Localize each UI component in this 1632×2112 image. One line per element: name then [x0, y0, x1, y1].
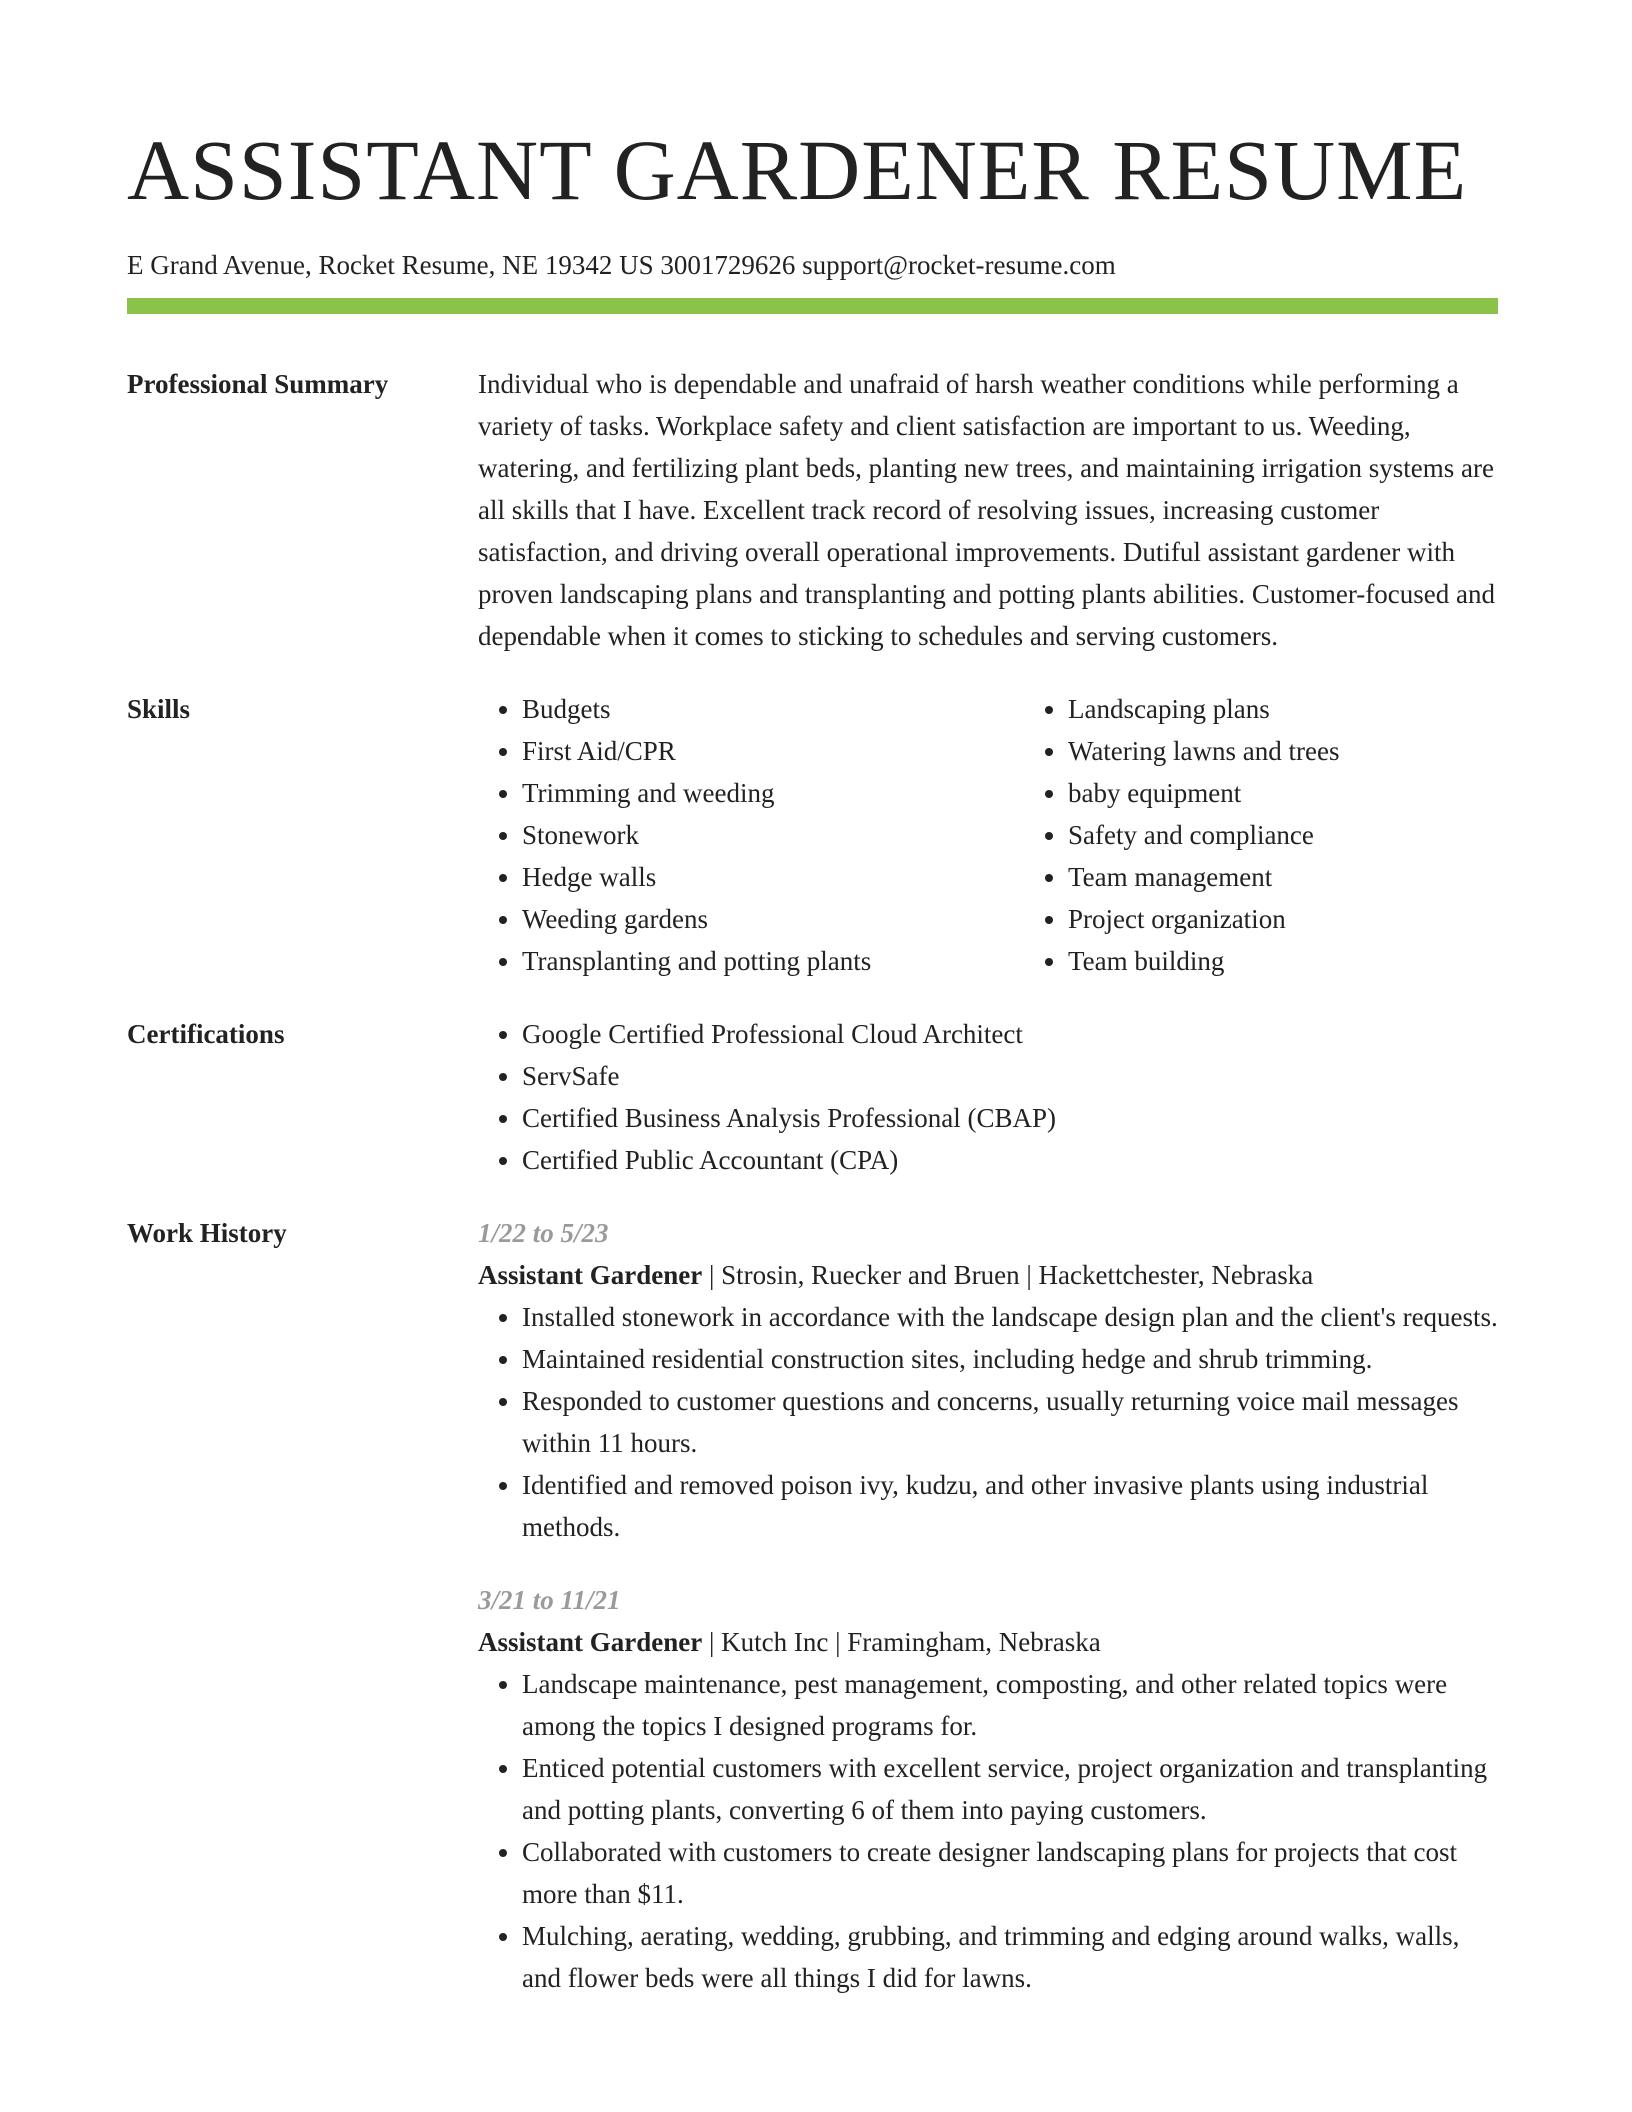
skill-item: • Stonework — [522, 814, 1024, 856]
skill-item: • baby equipment — [1068, 772, 1339, 814]
job-bullet: • Enticed potential customers with excellent service, project organization and transplanting and potting plants, converting 6 of them into paying customers. — [522, 1747, 1498, 1831]
resume-page — [127, 0, 1498, 1999]
job-bullet: • Mulching, aerating, wedding, grubbing, and trimming and edging around walks, walls, and flower beds were all things I did for lawns. — [522, 1915, 1498, 1999]
certification-item: • ServSafe — [522, 1055, 1498, 1097]
skill-item: • Landscaping plans — [1068, 688, 1339, 730]
job-title: Assistant Gardener — [478, 1260, 703, 1290]
skill-item: • Watering lawns and trees — [1068, 730, 1339, 772]
work-history-section — [127, 1212, 1498, 1999]
section-heading: Certifications — [127, 1019, 285, 1049]
skill-item: • Weeding gardens — [522, 898, 1024, 940]
skill-item: • Team management — [1068, 856, 1339, 898]
job-entry — [478, 1212, 1498, 1548]
skills-section — [127, 688, 1498, 982]
skill-item: • Team building — [1068, 940, 1339, 982]
job-bullets — [478, 1663, 1498, 1999]
contact-line — [127, 248, 1498, 282]
skill-item: • Budgets — [522, 688, 1024, 730]
certification-item: • Google Certified Professional Cloud Architect — [522, 1013, 1498, 1055]
certification-item: • Certified Business Analysis Professional (CBAP) — [522, 1097, 1498, 1139]
skill-item: • Transplanting and potting plants — [522, 940, 1024, 982]
job-heading — [478, 1621, 1498, 1663]
certifications-list — [478, 1013, 1498, 1181]
certifications-section — [127, 1013, 1498, 1181]
job-bullet: • Maintained residential construction sites, including hedge and shrub trimming. — [522, 1338, 1498, 1380]
certifications-list-wrapper — [478, 1013, 1498, 1181]
job-details: | Strosin, Ruecker and Bruen | Hackettchester, Nebraska — [702, 1260, 1314, 1290]
job-entry — [478, 1579, 1498, 1999]
contact-email[interactable]: support@rocket-resume.com — [802, 250, 1116, 280]
section-heading: Work History — [127, 1218, 287, 1248]
work-history-list — [478, 1212, 1498, 1999]
resume-title: ASSISTANT GARDENER RESUME — [127, 122, 1468, 218]
summary-text: Individual who is dependable and unafraid of harsh weather conditions while performing a variety of tasks. Workplace safety and client satisfaction are important to us. Weeding, watering, and fertilizing plant beds, planting new trees, and maintaining irrigation systems are all skills that I have. Excellent track record of resolving issues, increasing customer satisfaction, and driving overall operational improvements. Dutiful assistant gardener with proven landscaping plans and transplanting and potting plants abilities. Customer-focused and dependable when it comes to sticking to schedules and serving customers. — [478, 369, 1495, 651]
skills-column-left — [478, 688, 1024, 982]
skill-item: • Trimming and weeding — [522, 772, 1024, 814]
job-title: Assistant Gardener — [478, 1627, 703, 1657]
job-bullet: • Identified and removed poison ivy, kudzu, and other invasive plants using industrial methods. — [522, 1464, 1498, 1548]
professional-summary-section — [127, 363, 1498, 657]
skill-item: • Safety and compliance — [1068, 814, 1339, 856]
header-divider — [127, 298, 1498, 314]
section-heading: Professional Summary — [127, 369, 389, 399]
job-bullet: • Landscape maintenance, pest management, composting, and other related topics were among the topics I designed programs for. — [522, 1663, 1498, 1747]
job-bullet: • Installed stonework in accordance with the landscape design plan and the client's requests. — [522, 1296, 1498, 1338]
job-heading — [478, 1254, 1498, 1296]
skill-item: • First Aid/CPR — [522, 730, 1024, 772]
job-dates: 1/22 to 5/23 — [478, 1218, 609, 1248]
skill-item: • Project organization — [1068, 898, 1339, 940]
job-bullet: • Responded to customer questions and concerns, usually returning voice mail messages within 11 hours. — [522, 1380, 1498, 1464]
job-bullets — [478, 1296, 1498, 1548]
job-bullet: • Collaborated with customers to create designer landscaping plans for projects that cost more than $11. — [522, 1831, 1498, 1915]
skills-list — [478, 688, 1498, 982]
contact-address: E Grand Avenue, Rocket Resume, NE 19342 US — [127, 250, 654, 280]
certification-item: • Certified Public Accountant (CPA) — [522, 1139, 1498, 1181]
contact-phone: 3001729626 — [660, 250, 796, 280]
section-heading: Skills — [127, 694, 191, 724]
job-dates: 3/21 to 11/21 — [478, 1585, 621, 1615]
skill-item: • Hedge walls — [522, 856, 1024, 898]
job-details: | Kutch Inc | Framingham, Nebraska — [702, 1627, 1101, 1657]
skills-column-right — [1024, 688, 1339, 982]
